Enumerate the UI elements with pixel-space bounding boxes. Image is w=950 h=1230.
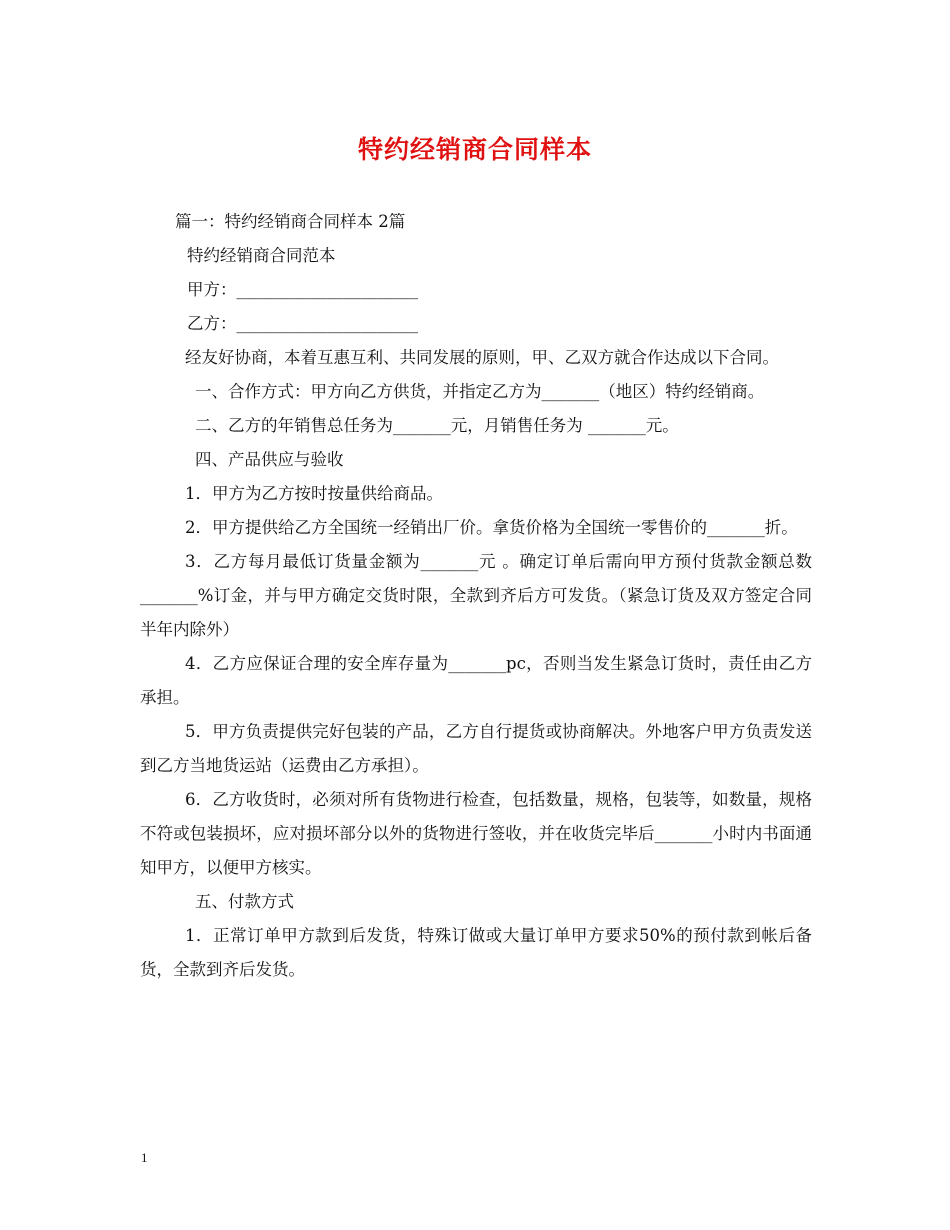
section-heading: 二、乙方的年销售总任务为_______元，月销售任务为 _______元。 — [195, 416, 679, 435]
clause: 5．甲方负责提供完好包装的产品，乙方自行提货或协商解决。外地客户甲方负责发送到乙方当地货运站（运费由乙方承担）。 — [140, 722, 812, 775]
party-a-field: 甲方：______________________ — [187, 280, 418, 299]
paragraph: 经友好协商，本着互惠互利、共同发展的原则，甲、乙双方就合作达成以下合同。 — [185, 348, 779, 367]
section-heading: 一、合作方式：甲方向乙方供货，并指定乙方为_______（地区）特约经销商。 — [195, 382, 765, 401]
section-heading: 五、付款方式 — [195, 892, 294, 911]
section-heading: 四、产品供应与验收 — [195, 450, 344, 469]
paragraph: 特约经销商合同范本 — [187, 246, 336, 265]
clause: 1．正常订单甲方款到后发货，特殊订做或大量订单甲方要求50%的预付款到帐后备货，全款到齐后发货。 — [140, 926, 812, 979]
party-b-field: 乙方：______________________ — [187, 314, 418, 333]
clause: 3．乙方每月最低订货量金额为_______元 。确定订单后需向甲方预付货款金额总数_______%订金，并与甲方确定交货时限，全款到齐后方可发货。（紧急订货及双方签定合同半年内除外） — [140, 552, 812, 639]
document-body — [140, 205, 812, 987]
document-title: 特约经销商合同样本 — [357, 135, 592, 164]
clause: 2．甲方提供给乙方全国统一经销出厂价。拿货价格为全国统一零售价的_______折。 — [185, 518, 798, 537]
page-number: 1 — [141, 1150, 148, 1165]
clause: 6．乙方收货时，必须对所有货物进行检查，包括数量，规格，包装等，如数量，规格不符或包装损坏，应对损坏部分以外的货物进行签收，并在收货完毕后_______小时内书面通知甲方，以便甲方核实。 — [140, 790, 812, 877]
clause: 4．乙方应保证合理的安全库存量为_______pc，否则当发生紧急订货时，责任由乙方承担。 — [140, 654, 812, 707]
clause: 1．甲方为乙方按时按量供给商品。 — [185, 484, 443, 503]
paragraph: 篇一：特约经销商合同样本 2篇 — [175, 212, 406, 231]
